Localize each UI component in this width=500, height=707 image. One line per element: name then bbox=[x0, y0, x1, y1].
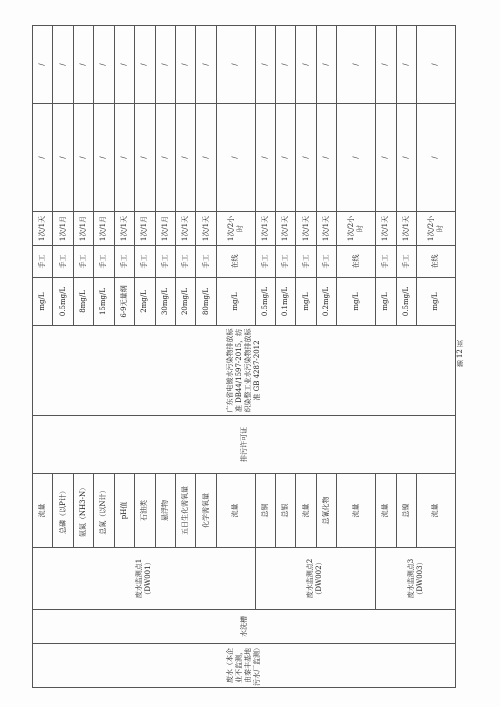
limit-cell: 0.1mg/L bbox=[276, 278, 296, 326]
frequency-cell: 1次/1天 bbox=[33, 212, 53, 246]
blank-cell: / bbox=[416, 26, 455, 104]
blank-cell: / bbox=[135, 26, 155, 104]
limit-cell: 0.5mg/L bbox=[53, 278, 73, 326]
limit-cell: 0.2mg/L bbox=[316, 278, 336, 326]
pollutant-cell: 流量 bbox=[216, 474, 255, 548]
limit-cell: 8mg/L bbox=[73, 278, 93, 326]
pollutant-cell: 总氮（以N计） bbox=[94, 474, 114, 548]
frequency-cell: 1次/1天 bbox=[175, 212, 195, 246]
table-row bbox=[33, 26, 53, 688]
method-cell: 手工 bbox=[196, 246, 216, 278]
pollutant-cell: 总磷（以P计） bbox=[53, 474, 73, 548]
method-cell: 手工 bbox=[114, 246, 134, 278]
blank-cell: / bbox=[33, 104, 53, 212]
blank-cell: / bbox=[73, 26, 93, 104]
method-cell: 手工 bbox=[155, 246, 175, 278]
limit-cell: 6-9无量纲 bbox=[114, 278, 134, 326]
page-number: 第 12 页 bbox=[456, 340, 464, 368]
pollutant-cell: 石油类 bbox=[135, 474, 155, 548]
method-cell: 手工 bbox=[276, 246, 296, 278]
limit-cell: mg/L bbox=[33, 278, 53, 326]
method-cell: 在线 bbox=[216, 246, 255, 278]
frequency-cell: 1次/1天 bbox=[396, 212, 416, 246]
method-cell: 在线 bbox=[416, 246, 455, 278]
frequency-cell: 1次/1天 bbox=[255, 212, 275, 246]
blank-cell: / bbox=[33, 26, 53, 104]
frequency-cell: 1次/1天 bbox=[376, 212, 396, 246]
blank-cell: / bbox=[396, 26, 416, 104]
category-cell: 废水（本企业不监测，由秦丰基地污水厂监测） bbox=[33, 644, 456, 688]
method-cell: 在线 bbox=[337, 246, 376, 278]
limit-cell: mg/L bbox=[216, 278, 255, 326]
method-cell: 手工 bbox=[296, 246, 316, 278]
frequency-cell: 1次/2小时 bbox=[337, 212, 376, 246]
blank-cell: / bbox=[73, 104, 93, 212]
permit-cell: 排污许可证 bbox=[33, 416, 456, 474]
method-cell: 手工 bbox=[53, 246, 73, 278]
limit-cell: 20mg/L bbox=[175, 278, 195, 326]
blank-cell: / bbox=[175, 26, 195, 104]
limit-cell: 15mg/L bbox=[94, 278, 114, 326]
blank-cell: / bbox=[53, 104, 73, 212]
blank-cell: / bbox=[316, 26, 336, 104]
pollutant-cell: 流量 bbox=[296, 474, 316, 548]
frequency-cell: 1次/1月 bbox=[135, 212, 155, 246]
limit-cell: 0.5mg/L bbox=[255, 278, 275, 326]
frequency-cell: 1次/1月 bbox=[94, 212, 114, 246]
blank-cell: / bbox=[337, 26, 376, 104]
pollutant-cell: 总银 bbox=[276, 474, 296, 548]
method-cell: 手工 bbox=[376, 246, 396, 278]
pollutant-cell: 总氰化物 bbox=[316, 474, 336, 548]
blank-cell: / bbox=[337, 104, 376, 212]
pollutant-cell: 总镍 bbox=[396, 474, 416, 548]
blank-cell: / bbox=[376, 104, 396, 212]
limit-cell: mg/L bbox=[296, 278, 316, 326]
blank-cell: / bbox=[135, 104, 155, 212]
blank-cell: / bbox=[114, 26, 134, 104]
frequency-cell: 1次/1月 bbox=[53, 212, 73, 246]
frequency-cell: 1次/1月 bbox=[73, 212, 93, 246]
frequency-cell: 1次/1天 bbox=[316, 212, 336, 246]
blank-cell: / bbox=[296, 26, 316, 104]
blank-cell: / bbox=[114, 104, 134, 212]
method-cell: 手工 bbox=[33, 246, 53, 278]
blank-cell: / bbox=[216, 26, 255, 104]
pollutant-cell: 流量 bbox=[416, 474, 455, 548]
blank-cell: / bbox=[376, 26, 396, 104]
blank-cell: / bbox=[53, 26, 73, 104]
frequency-cell: 1次/1月 bbox=[155, 212, 175, 246]
blank-cell: / bbox=[155, 26, 175, 104]
method-cell: 手工 bbox=[135, 246, 155, 278]
limit-cell: mg/L bbox=[416, 278, 455, 326]
pollutant-cell: 氨氮（NH3-N） bbox=[73, 474, 93, 548]
frequency-cell: 1次/1天 bbox=[114, 212, 134, 246]
blank-cell: / bbox=[216, 104, 255, 212]
pollutant-cell: 流量 bbox=[33, 474, 53, 548]
blank-cell: / bbox=[316, 104, 336, 212]
monitoring-table bbox=[32, 25, 456, 688]
limit-cell: 2mg/L bbox=[135, 278, 155, 326]
frequency-cell: 1次/2小时 bbox=[416, 212, 455, 246]
blank-cell: / bbox=[94, 26, 114, 104]
limit-cell: 30mg/L bbox=[155, 278, 175, 326]
blank-cell: / bbox=[196, 104, 216, 212]
blank-cell: / bbox=[416, 104, 455, 212]
limit-cell: 80mg/L bbox=[196, 278, 216, 326]
pollutant-cell: 化学需氧量 bbox=[196, 474, 216, 548]
frequency-cell: 1次/2小时 bbox=[216, 212, 255, 246]
blank-cell: / bbox=[396, 104, 416, 212]
pollutant-cell: pH值 bbox=[114, 474, 134, 548]
blank-cell: / bbox=[175, 104, 195, 212]
blank-cell: / bbox=[155, 104, 175, 212]
method-cell: 手工 bbox=[73, 246, 93, 278]
pollutant-cell: 流量 bbox=[337, 474, 376, 548]
method-cell: 手工 bbox=[94, 246, 114, 278]
limit-cell: mg/L bbox=[337, 278, 376, 326]
pollutant-cell: 流量 bbox=[376, 474, 396, 548]
blank-cell: / bbox=[196, 26, 216, 104]
blank-cell: / bbox=[94, 104, 114, 212]
monitoring-point-cell: 废水监测点1（DW001） bbox=[33, 548, 256, 610]
method-cell: 手工 bbox=[396, 246, 416, 278]
rotated-table-wrapper bbox=[32, 26, 456, 688]
blank-cell: / bbox=[296, 104, 316, 212]
method-cell: 手工 bbox=[255, 246, 275, 278]
pollutant-cell: 悬浮物 bbox=[155, 474, 175, 548]
monitoring-point-cell: 废水监测点3（DW003） bbox=[376, 548, 456, 610]
frequency-cell: 1次/1天 bbox=[196, 212, 216, 246]
blank-cell: / bbox=[276, 104, 296, 212]
blank-cell: / bbox=[255, 26, 275, 104]
frequency-cell: 1次/1天 bbox=[276, 212, 296, 246]
method-cell: 手工 bbox=[316, 246, 336, 278]
method-cell: 手工 bbox=[175, 246, 195, 278]
blank-cell: / bbox=[255, 104, 275, 212]
blank-cell: / bbox=[276, 26, 296, 104]
frequency-cell: 1次/1天 bbox=[296, 212, 316, 246]
pollutant-cell: 五日生化需氧量 bbox=[175, 474, 195, 548]
limit-cell: mg/L bbox=[376, 278, 396, 326]
monitoring-point-cell: 废水监测点2（DW002） bbox=[255, 548, 376, 610]
outlet-cell: 水洗槽 bbox=[33, 610, 456, 644]
standard-cell: 广东省电镀水污染物排放标准 DB44/1597-2015，纺织染整工业水污染物排放标准 GB 4287-2012 bbox=[33, 326, 456, 416]
limit-cell: 0.5mg/L bbox=[396, 278, 416, 326]
pollutant-cell: 总铜 bbox=[255, 474, 275, 548]
